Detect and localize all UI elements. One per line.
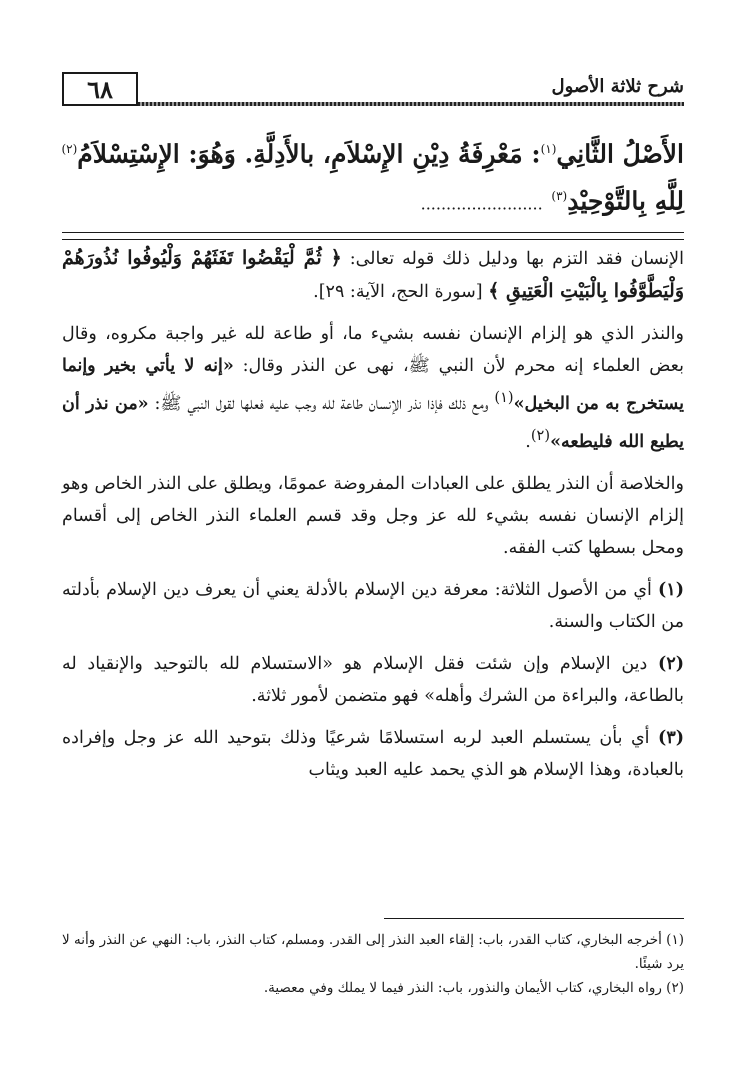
note-paragraph [62,574,684,638]
hadith-quote: «إنه لا يأتي بخير وإنما يستخرج به من البخيل» [62,356,684,414]
book-title: شرح ثلاثة الأصول [551,76,684,97]
note-number: (٢) [658,653,684,674]
note-text: فهو متضمن لأمور ثلاثة. [251,685,419,706]
note-paragraph [62,648,684,712]
footnote-rule [384,918,684,919]
footnote-2: (٢) رواه البخاري، كتاب الأيمان والنذور، باب: النذر فيما لا يملك وفي معصية. [263,980,684,996]
footnote-ref[interactable]: (٢) [61,142,78,156]
verse-reference: [سورة الحج، الآية: ٢٩]. [313,282,483,302]
text-run: الإنسان فقد التزم بها ودليل ذلك قوله تعالى: [349,249,684,269]
note-number: (١) [658,579,684,600]
page-number: ٦٨ [62,72,138,106]
text-run: ومع ذلك فإذا نذر الإنسان طاعة لله وجب عليه فعلها لقول النبي ﷺ: [154,393,489,414]
heading-part: الأَصْلُ الثَّانِي [556,139,684,169]
section-divider [62,232,684,240]
hadith-quote: «من نذر أن يطيع الله فليطعه» [62,393,684,452]
main-text [62,242,684,796]
footnote-ref[interactable]: (٢) [530,426,551,444]
header-rule [138,102,684,106]
heading-part: : مَعْرِفَةُ دِيْنِ الإِسْلاَمِ، بالأَدِلَّةِ. وَهُوَ: الإِسْتِسْلاَمُ [77,139,541,169]
note-number: (٣) [658,727,684,748]
footnote-ref[interactable]: (١) [494,389,514,406]
note-text: أي بأن يستسلم العبد لربه استسلامًا شرعيًا وذلك بتوحيد الله عز وجل وإفراده بالعبادة، وهذا الإسلام هو الذي يحمد عليه العبد ويثاب [62,727,684,780]
note-text: دين الإسلام وإن شئت فقل الإسلام هو «الاستسلام لله بالتوحيد والإنقياد له بالطاعة، والبراءة من الشرك وأهله» [62,653,684,706]
paragraph: والخلاصة أن النذر يطلق على العبادات المفروضة عمومًا، ويطلق على النذر الخاص وهو إلزام الإنسان نفسه بشيء لله عز وجل وقد قسم العلماء النذر الخاص إلى أقسام ومحل بسطها كتب الفقه. [62,473,684,558]
footnotes [62,928,684,1000]
text-run: والنذر الذي هو إلزام الإنسان نفسه بشيء ما، أو طاعة لله غير واجبة مكروه، وقال بعض العلماء إنه محرم لأن النبي ﷺ، نهى عن النذر وقال: [62,324,684,376]
heading-line-1 [62,128,684,175]
footnote-ref[interactable]: (٣) [551,189,568,204]
heading-line-2 [62,175,684,225]
heading-dots: ........................ [420,194,543,214]
paragraph [62,242,684,308]
paragraph: والنذر الذي هو إلزام الإنسان نفسه بشيء ما، أو طاعة لله غير واجبة مكروه، وقال بعض العلماء إنه محرم لأن النبي ﷺ، نهى عن النذر وقال: «إنه لا يأتي بخير وإنما يستخرج به من البخيل»$^{(١)}$ ومع ذلك فإذا نذر الإنسان طاعة لله وجب عليه فعلها لقول النبي ﷺ: «من نذر أن يطيع الله فليطعه»$^{(٢)}$. [62,324,684,452]
quran-verse: ﴿ ثُمَّ لْيَقْضُوا تَفَثَهُمْ وَلْيُوفُوا نُذُورَهُمْ وَلْيَطَّوَّفُوا بِالْبَيْتِ الْعَتِيقِ ﴾ [62,247,684,302]
heading-part: لِلَّهِ بِالتَّوْحِيْدِ [567,186,684,216]
footnote-1: (١) أخرجه البخاري، كتاب القدر، باب: إلقاء العبد النذر إلى القدر. ومسلم، كتاب النذر، باب: النهي عن النذر وأنه لا يرد شيئًا. [62,932,684,972]
note-paragraph [62,722,684,786]
note-text: أي من الأصول الثلاثة: معرفة دين الإسلام بالأدلة يعني أن يعرف دين الإسلام بأدلته من الكتاب والسنة. [62,579,684,632]
section-heading [62,128,684,226]
footnote-ref[interactable]: (١) [540,142,557,156]
running-header [62,70,684,118]
